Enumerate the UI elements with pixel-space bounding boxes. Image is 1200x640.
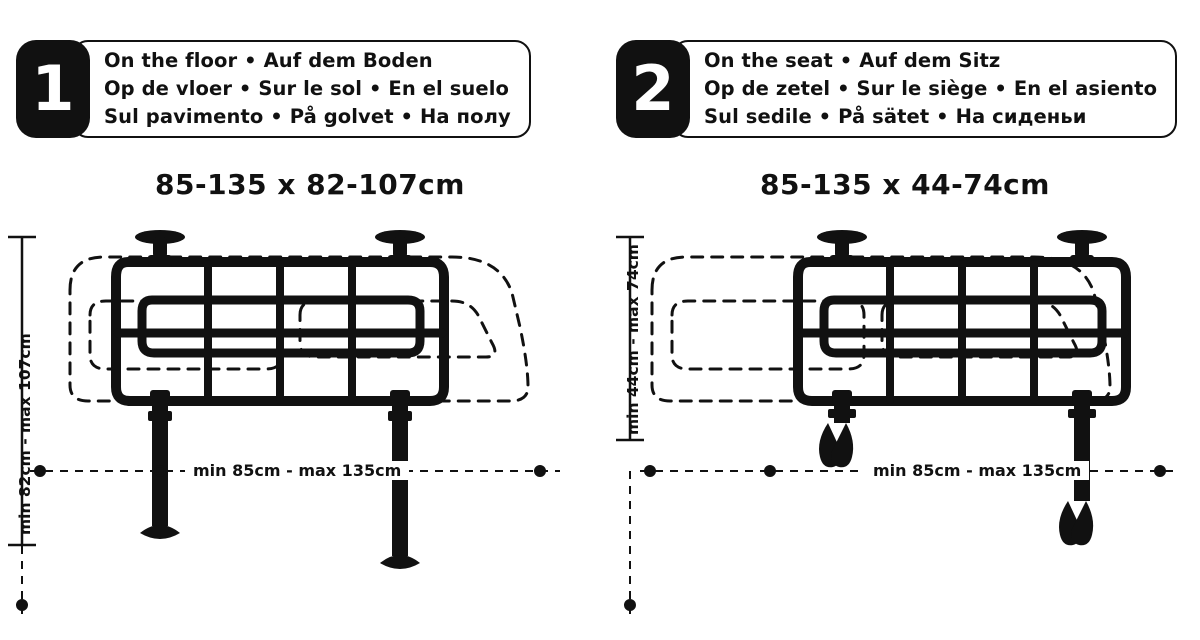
caption-line-1b: Op de vloer • Sur le sol • En el suelo — [104, 77, 510, 101]
diagram-seat-mount — [600, 215, 1200, 635]
size-title-2: 85-135 x 44-74cm — [760, 168, 1050, 201]
pet-barrier-grid-icon — [116, 262, 444, 401]
caption-line-2a: On the seat • Auf dem Sitz — [704, 49, 1001, 73]
horizontal-dimension-arrow-icon — [17, 466, 560, 615]
caption-line-2c: Sul sedile • På sätet • На сиденьи — [704, 104, 1087, 128]
top-mount-feet-icon — [135, 230, 425, 257]
header-badge-group-1 — [16, 40, 531, 138]
pet-barrier-grid-icon — [798, 262, 1126, 401]
diagram-floor-mount — [0, 215, 600, 635]
horizontal-dimension-arrow-icon — [625, 466, 1180, 615]
header-badge-group-2 — [616, 40, 1177, 138]
panel-on-the-seat — [600, 0, 1200, 640]
horizontal-dimension-label-2: min 85cm - max 135cm — [865, 461, 1089, 480]
caption-line-2b: Op de zetel • Sur le siège • En el asiento — [704, 77, 1158, 101]
vertical-dimension-label-1: min 82cm - max 107cm — [16, 333, 34, 535]
vertical-dimension-label-2: min 44cm - max 74cm — [624, 244, 642, 435]
size-title-1: 85-135 x 82-107cm — [155, 168, 465, 201]
caption-line-1c: Sul pavimento • På golvet • На полу — [104, 104, 511, 128]
badge-number-one-icon: 1 — [16, 40, 90, 138]
caption-box-2 — [672, 40, 1177, 138]
badge-number-two-icon: 2 — [616, 40, 690, 138]
caption-box-1 — [72, 40, 531, 138]
top-mount-feet-icon — [817, 230, 1107, 257]
horizontal-dimension-label-1: min 85cm - max 135cm — [185, 461, 409, 480]
caption-line-1a: On the floor • Auf dem Boden — [104, 49, 433, 73]
